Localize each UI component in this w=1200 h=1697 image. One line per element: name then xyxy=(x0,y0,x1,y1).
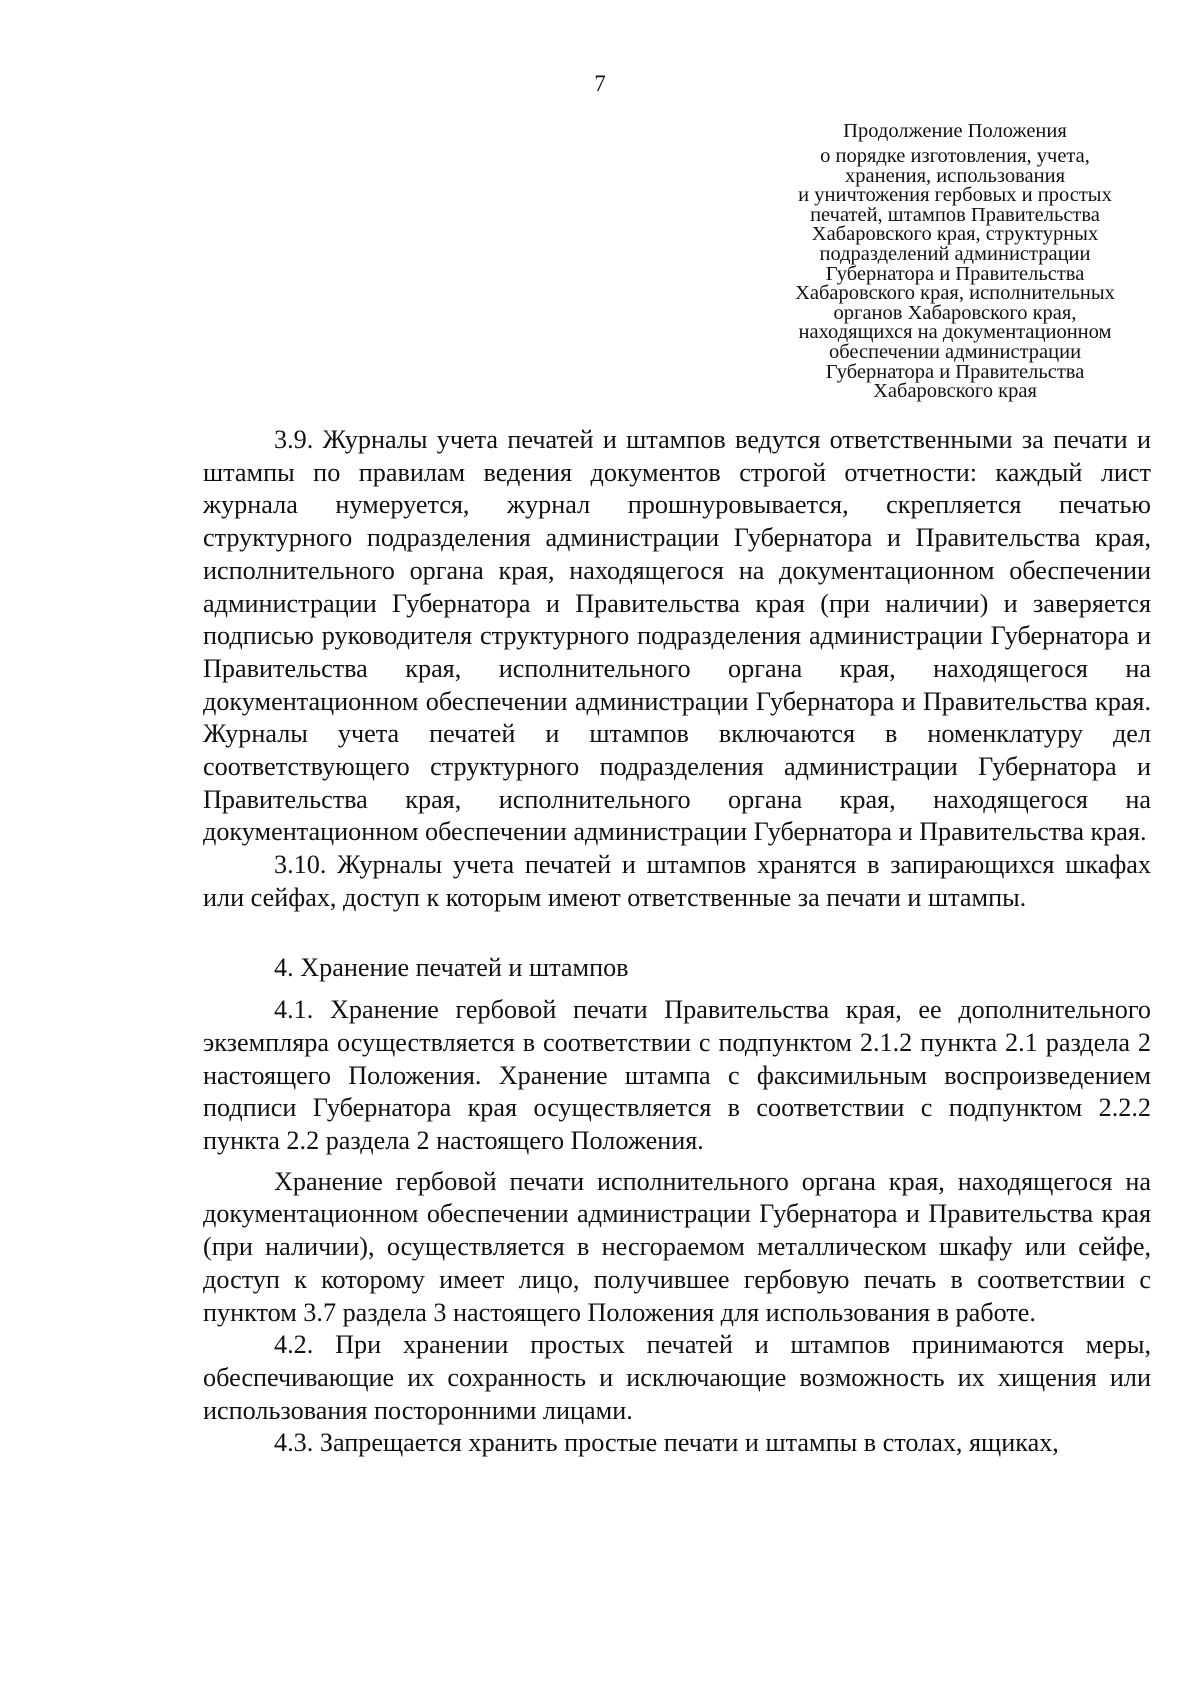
paragraph-4-1-continued: Хранение гербовой печати исполнительного органа края, находящегося на документационном обеспечении администрации Губернатора и Правительства края (при наличии), осуществляется в несгораемом металлическом шкафу или сейфе, доступ к которому имеет лицо, получившее гербовую печать в соответствии с пунктом 3.7 раздела 3 настоящего Положения для использования в работе. xyxy=(203,1166,1151,1327)
header-line: органов Хабаровского края, xyxy=(833,301,1077,324)
header-line: Губернатора и Правительства xyxy=(825,360,1085,383)
page-number: 7 xyxy=(594,71,606,96)
header-line: Губернатора и Правительства xyxy=(825,262,1085,285)
paragraph-text: Запрещается хранить простые печати и штампы в столах, ящиках, xyxy=(319,1428,1059,1458)
paragraph-4-1 xyxy=(203,994,1151,1158)
paragraph-number: 3.9. xyxy=(274,425,314,454)
header-line: Хабаровского края, исполнительных xyxy=(795,282,1115,305)
header-line: о порядке изготовления, учета, xyxy=(820,145,1090,167)
header-title: Продолжение Положения xyxy=(843,120,1067,142)
paragraph-4-3 xyxy=(203,1427,1151,1460)
paragraph-number: 4.3. xyxy=(274,1428,314,1458)
header-line: подразделений администрации xyxy=(819,242,1091,265)
header-subtitle xyxy=(755,147,1155,402)
header-line: находящихся на документационном xyxy=(798,321,1112,344)
header-line: и уничтожения гербовых и простых xyxy=(798,184,1112,207)
paragraph-4-2 xyxy=(203,1329,1151,1427)
paragraph-3-9 xyxy=(203,424,1151,849)
document-header xyxy=(755,118,1155,402)
header-line: хранения, использования xyxy=(845,164,1065,187)
paragraph-number: 4.1. xyxy=(274,995,314,1025)
paragraph-number: 3.10. xyxy=(274,850,327,880)
paragraph-text: При хранении простых печатей и штампов принимаются меры, обеспечивающие их сохранность и исключающие возможность их хищения или использования посторонними лицами. xyxy=(203,1330,1152,1425)
paragraph-number: 4.2. xyxy=(274,1330,314,1360)
header-line: Хабаровского края xyxy=(873,380,1037,403)
section-heading: 4. Хранение печатей и штампов xyxy=(274,952,629,982)
header-line: Хабаровского края, структурных xyxy=(811,223,1099,246)
paragraph-text: Журналы учета печатей и штампов хранятся в запирающихся шкафах или сейфах, доступ к которым имеют ответственные за печати и штампы. xyxy=(203,850,1152,912)
header-line: печатей, штампов Правительства xyxy=(810,203,1100,226)
paragraph-text: Хранение гербовой печати Правительства края, ее дополнительного экземпляра осуществляется в соответствии с подпунктом 2.1.2 пункта 2.1 раздела 2 настоящего Положения. Хранение штампа с факсимильным воспроизведением подписи Губернатора края осуществляется в соответствии с подпунктом 2.2.2 пункта 2.2 раздела 2 настоящего Положения. xyxy=(203,995,1151,1156)
paragraph-text: Журналы учета печатей и штампов ведутся ответственными за печати и штампы по правилам ведения документов строгой отчетности: каждый лист журнала нумеруется, журнал прошнуровывается, скрепляется печатью структурного подразделения администрации Губернатора и Правительства края, исполнительного органа края, находящегося на документационном обеспечении администрации Губернатора и Правительства края (при наличии) и заверяется подписью руководителя структурного подразделения администрации Губернатора и Правительства края, исполнительного органа края, находящегося на документационном обеспечении администрации Губернатора и Правительства края. Журналы учета печатей и штампов включаются в номенклатуру дел соответствующего структурного подразделения администрации Губернатора и Правительства края, исполнительного органа края, находящегося на документационном обеспечении администрации Губернатора и Правительства края. xyxy=(203,425,1151,847)
paragraph-3-10 xyxy=(203,849,1151,914)
header-line: обеспечении администрации xyxy=(828,340,1082,363)
document-body xyxy=(203,424,1151,1460)
